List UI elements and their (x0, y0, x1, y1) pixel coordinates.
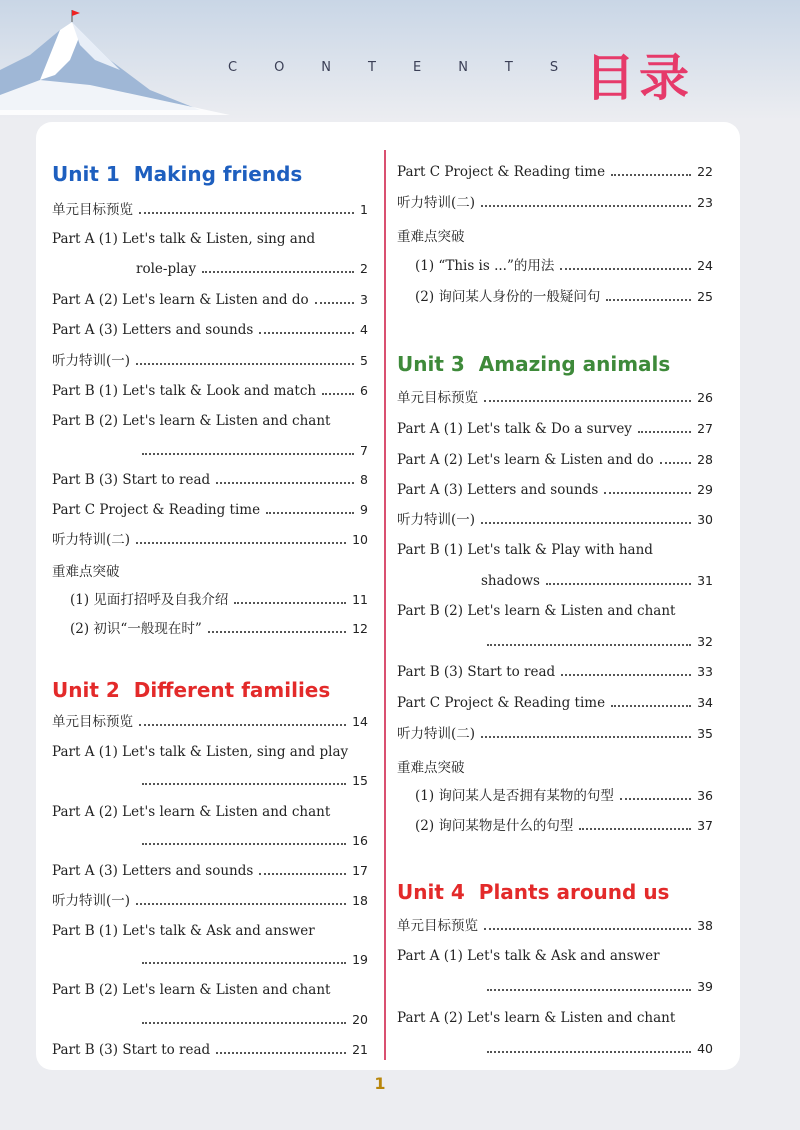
toc-row[interactable]: Part B (2) Let's learn & Listen and chant (52, 413, 331, 429)
toc-row[interactable]: Part A (2) Let's learn & Listen and do 28 (397, 452, 713, 468)
key-points-heading: 重难点突破 (397, 229, 465, 245)
toc-row[interactable]: (1) “This is ...”的用法 24 (415, 258, 713, 274)
toc-row[interactable]: 16 (52, 831, 368, 851)
toc-row[interactable]: Part C Project & Reading time 9 (52, 502, 368, 518)
toc-row[interactable]: 听力特训(一) 18 (52, 893, 368, 909)
column-divider (384, 150, 386, 1060)
toc-row[interactable]: 单元目标预览 1 (52, 202, 368, 218)
toc-row[interactable]: Part B (2) Let's learn & Listen and chant (52, 982, 331, 998)
toc-row[interactable]: 单元目标预览 38 (397, 918, 713, 934)
toc-row[interactable]: Part A (3) Letters and sounds 4 (52, 322, 368, 338)
contents-label: CONTENTS (228, 60, 596, 75)
toc-row[interactable]: 听力特训(二) 23 (397, 195, 713, 211)
toc-row[interactable]: Part B (1) Let's talk & Look and match 6 (52, 383, 368, 399)
unit-1-heading[interactable]: Unit 1 Making friends (52, 162, 303, 186)
toc-row[interactable]: 单元目标预览 14 (52, 714, 368, 730)
toc-row[interactable]: 7 (52, 441, 368, 461)
toc-row[interactable]: Part B (1) Let's talk & Play with hand (397, 542, 653, 558)
toc-row[interactable]: Part B (2) Let's learn & Listen and chant (397, 603, 676, 619)
toc-row[interactable]: 单元目标预览 26 (397, 390, 713, 406)
unit-4-heading[interactable]: Unit 4 Plants around us (397, 880, 670, 904)
toc-row[interactable]: Part A (1) Let's talk & Ask and answer (397, 948, 660, 964)
toc-row[interactable]: 20 (52, 1010, 368, 1030)
toc-row[interactable]: Part B (3) Start to read 21 (52, 1042, 368, 1058)
toc-row[interactable]: (1) 见面打招呼及自我介绍 11 (70, 592, 368, 608)
toc-row[interactable]: Part C Project & Reading time 22 (397, 164, 713, 180)
toc-row[interactable]: Part A (2) Let's learn & Listen and do 3 (52, 292, 368, 308)
toc-row[interactable]: 听力特训(一) 30 (397, 512, 713, 528)
toc-row[interactable]: (2) 询问某人身份的一般疑问句 25 (415, 289, 713, 305)
page-title: 目录 (585, 49, 693, 107)
toc-row[interactable]: (1) 询问某人是否拥有某物的句型 36 (415, 788, 713, 804)
toc-row[interactable]: shadows 31 (481, 573, 713, 589)
toc-row[interactable]: Part B (3) Start to read 33 (397, 664, 713, 680)
key-points-heading: 重难点突破 (397, 760, 465, 776)
toc-row[interactable]: Part A (3) Letters and sounds 17 (52, 863, 368, 879)
toc-row[interactable]: 听力特训(一) 5 (52, 353, 368, 369)
toc-row[interactable]: 19 (52, 950, 368, 970)
toc-row[interactable]: (2) 初识“一般现在时” 12 (70, 621, 368, 637)
toc-row[interactable]: Part A (1) Let's talk & Listen, sing and (52, 231, 316, 247)
toc-row[interactable]: 32 (397, 632, 713, 652)
toc-row[interactable]: Part B (3) Start to read 8 (52, 472, 368, 488)
toc-row[interactable]: 听力特训(二) 10 (52, 532, 368, 548)
toc-row[interactable]: 39 (397, 977, 713, 997)
key-points-heading: 重难点突破 (52, 564, 120, 580)
toc-row[interactable]: Part C Project & Reading time 34 (397, 695, 713, 711)
toc-row[interactable]: Part A (3) Letters and sounds 29 (397, 482, 713, 498)
toc-row[interactable]: 40 (397, 1039, 713, 1059)
page-number: 1 (374, 1074, 386, 1093)
toc-row[interactable]: 听力特训(二) 35 (397, 726, 713, 742)
toc-row[interactable]: (2) 询问某物是什么的句型 37 (415, 818, 713, 834)
unit-2-heading[interactable]: Unit 2 Different families (52, 678, 331, 702)
toc-row[interactable]: Part A (2) Let's learn & Listen and chant (52, 804, 331, 820)
toc-row[interactable]: role-play 2 (136, 261, 368, 277)
toc-row[interactable]: Part A (1) Let's talk & Listen, sing and play (52, 744, 349, 760)
toc-row[interactable]: Part A (1) Let's talk & Do a survey 27 (397, 421, 713, 437)
toc-row[interactable]: Part B (1) Let's talk & Ask and answer (52, 923, 315, 939)
toc-row[interactable]: 15 (52, 771, 368, 791)
unit-3-heading[interactable]: Unit 3 Amazing animals (397, 352, 671, 376)
toc-row[interactable]: Part A (2) Let's learn & Listen and chant (397, 1010, 676, 1026)
